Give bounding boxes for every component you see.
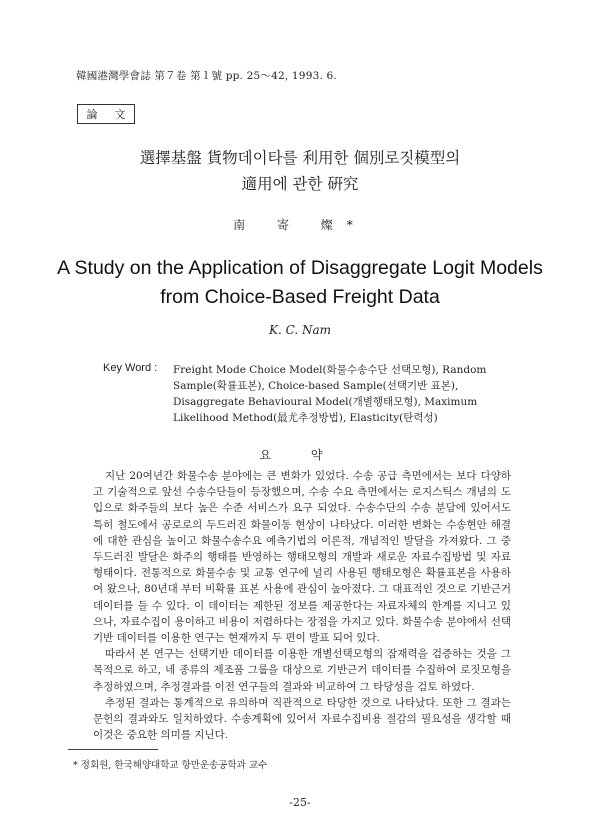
- abstract-paragraph: 지난 20여년간 화물수송 분야에는 큰 변화가 있었다. 수송 공급 측면에서는 보다 다양하고 기술적으로 앞선 수송수단들이 등장했으며, 수송 수요 측면에서는 로지스틱스 개념의 도입으로 화주들의 보다 높은 수준 서비스가 요구 되었다. 수송수단의 수송 분담에 있어서도 특히 철도에서 공로로의 두드러진 화물이동 현상이 나타났다. 이러한 변화는 수송현안 해결에 대한 관심을 높이고 화물수송수요 예측기법의 이론적, 개념적인 발달을 가져왔다. 그 중 두드러진 발달은 화주의 행태를 반영하는 행태모형의 개발과 새로운 자료수집방법 및 자료형태이다. 전통적으로 화물수송 및 교통 연구에 널리 사용된 행태모형은 확률표본을 사용하여 왔으나, 80년대 부터 비확률 표본 사용에 관심이 높아졌다. 그 대표적인 것으로 기반근거 데이터를 들 수 있다. 이 데이터는 제한된 정보를 제공한다는 자료자체의 한계를 지니고 있으나, 자료수집이 용이하고 비용이 저렴하다는 장점을 가지고 있다. 화물수송 분야에서 선택기반 데이터를 이용한 연구는 현재까지 두 편이 발표 되어 있다.: [93, 470, 511, 645]
- author-english: K. C. Nam: [268, 323, 331, 337]
- keywords-label: Key Word :: [103, 362, 158, 374]
- abstract-heading: 요 약: [259, 448, 341, 462]
- section-label-right: 文: [114, 108, 126, 121]
- section-label-box: [77, 104, 135, 124]
- journal-citation: 韓國港灣學會誌 第７卷 第１號 pp. 25～42, 1993. 6.: [76, 70, 337, 82]
- footnote-affiliation: * 정회원, 한국해양대학교 항만운송공학과 교수: [73, 760, 268, 771]
- korean-title-line-1: 選擇基盤 貨物데이타를 利用한 個別로짓模型의: [139, 149, 461, 167]
- footnote-divider: [68, 749, 158, 750]
- english-title-line-2: from Choice-Based Freight Data: [160, 286, 440, 308]
- abstract-paragraph: 따라서 본 연구는 선택기반 데이터를 이용한 개별선택모형의 잠재력을 검증하는 것을 그 목적으로 하고, 네 종류의 제조품 그룹을 대상으로 기반근거 데이터를 수집하여 로짓모형을 추정하였으며, 추정결과를 이전 연구들의 결과와 비교하여 그 타당성을 검토 하였다.: [93, 648, 511, 693]
- abstract-paragraph: 추정된 결과는 통계적으로 유의하며 직관적으로 타당한 것으로 나타났다. 또한 그 결과는 문헌의 결과와도 일치하였다. 수송계획에 있어서 자료수집비용 절감의 필요성을 생각할 때 이것은 중요한 의미를 지닌다.: [93, 696, 511, 742]
- abstract-body: [93, 468, 511, 743]
- korean-title-line-2: 適用에 관한 硏究: [241, 175, 359, 193]
- keywords-text: Freight Mode Choice Model(화물수송수단 선택모형), Random Sample(확률표본), Choice-based Sample(선택기반 표본), Disaggregate Behavioural Model(개별행태모형), Maximum Likelihood Method(最尤추정방법), Elasticity(탄력성): [173, 364, 487, 424]
- english-title-line-1: A Study on the Application of Disaggregate Logit Models: [57, 257, 543, 279]
- section-label-left: 論: [86, 108, 98, 121]
- author-korean: 南 寄 燦*: [233, 218, 367, 232]
- page-number: -25-: [289, 796, 311, 809]
